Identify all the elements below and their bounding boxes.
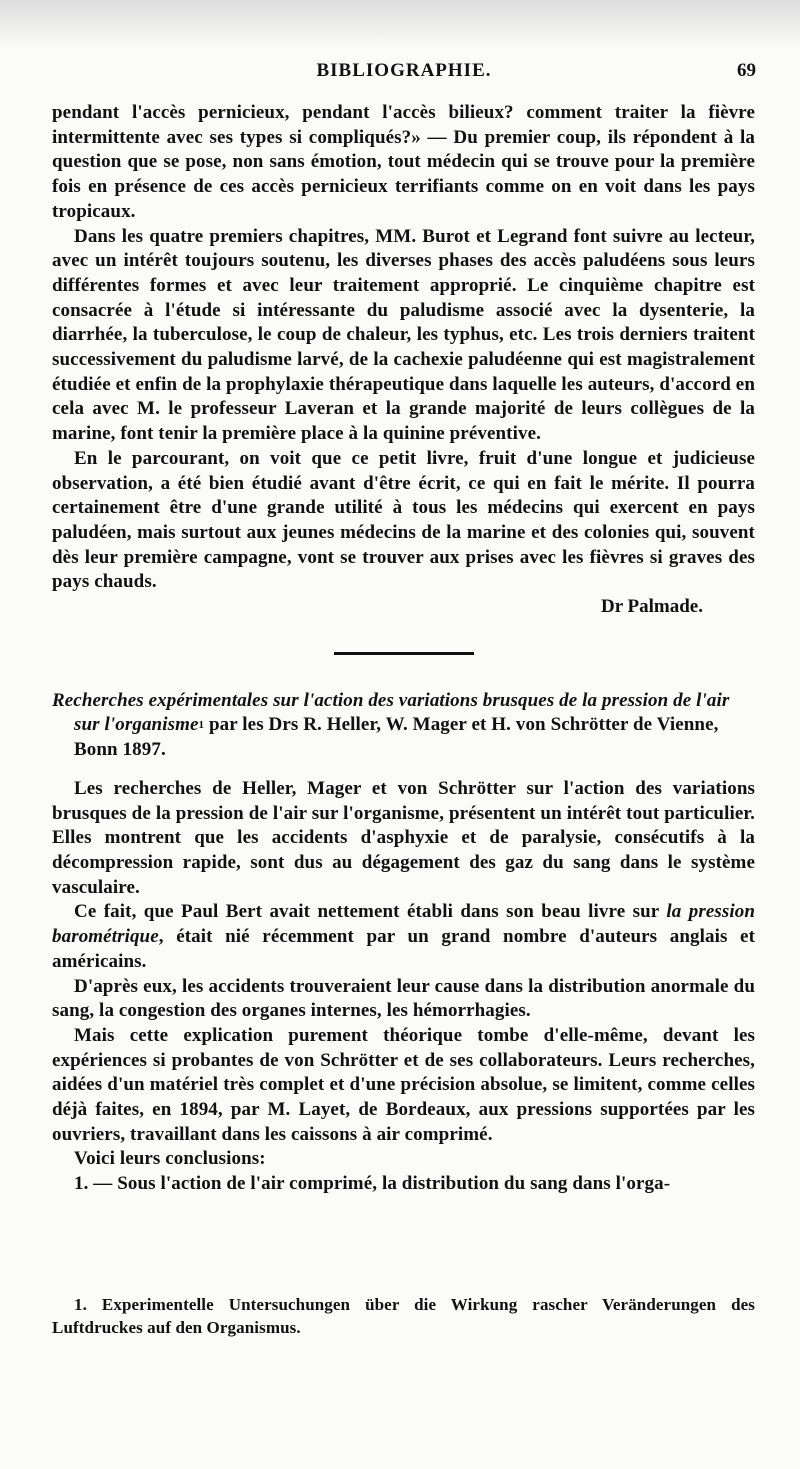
review2-paragraph-2-start: Ce fait, que Paul Bert avait nettement établi dans son beau livre sur: [74, 901, 667, 923]
page-header: [52, 60, 756, 90]
review2-title-rest: par les Drs R. Heller, W. Mager et H. von Schrötter de Vienne, Bonn 1897.: [74, 714, 719, 761]
running-title: BIBLIOGRAPHIE.: [316, 60, 492, 81]
review2-paragraph-3: D'après eux, les accidents trouveraient leur cause dans la distribution anormale du sang, la congestion des organes internes, les hémorrhagies.: [52, 975, 755, 1022]
review2-paragraph-6: 1. — Sous l'action de l'air comprimé, la distribution du sang dans l'orga-: [74, 1173, 671, 1195]
review2-title: [52, 689, 755, 763]
footnote: [52, 1293, 755, 1339]
review2-paragraph-4: Mais cette explication purement théorique tombe d'elle-même, devant les expériences si probantes de von Schrötter et de ses collaborateurs. Leurs recherches, aidées d'un matériel très complet et d'une précision absolue, se limitent, comme celles déjà faites, en 1894, par M. Layet, de Bordeaux, aux pressions supportées par les ouvriers, travaillant dans les caissons à air comprimé.: [52, 1024, 755, 1145]
review2-paragraph-1: Les recherches de Heller, Mager et von Schrötter sur l'action des variations brusques de la pression de l'air sur l'organisme, présentent un intérêt tout particulier. Elles montrent que les accidents d'asphyxie et de paralysie, consécutifs à la décompression rapide, sont dus au dégagement des gaz du sang dans le système vasculaire.: [52, 777, 755, 898]
review2-paragraph-2-end: , était nié récemment par un grand nombre d'auteurs anglais et américains.: [52, 926, 755, 972]
footnote-text: 1. Experimentelle Untersuchungen über die Wirkung rascher Veränderungen des Luftdruckes auf den Organismus.: [52, 1295, 755, 1337]
review2-book-title: la pression barométrique: [52, 901, 755, 948]
scan-shadow: [0, 0, 800, 48]
review1-paragraph-3: En le parcourant, on voit que ce petit livre, fruit d'une longue et judicieuse observation, a été bien étudié avant d'être écrit, ce qui en fait le mérite. Il pourra certainement être d'une grande utilité à tous les médecins qui exercent en pays paludéen, mais surtout aux jeunes médecins de la marine et des colonies qui, souvent dès leur première campagne, vont se trouver aux prises avec les fièvres si graves des pays chauds.: [52, 447, 755, 593]
review2-title-italic: Recherches expérimentales sur l'action des variations brusques de la pression de l'air sur l'organisme: [52, 689, 730, 736]
main-text: [52, 101, 755, 1197]
review2-paragraph-2: [52, 900, 755, 974]
review1-signature: Dr Palmade.: [600, 596, 703, 618]
footnote-marker: 1: [198, 719, 205, 732]
section-divider: [334, 652, 474, 655]
page-number: 69: [737, 60, 756, 81]
review1-paragraph-2: Dans les quatre premiers chapitres, MM. Burot et Legrand font suivre au lecteur, avec un intérêt toujours soutenu, les diverses phases des accès paludéens sous leurs différentes formes et avec leur traitement approprié. Le cinquième chapitre est consacrée à l'étude si intéressante du paludisme associé avec la dysenterie, la diarrhée, la tuberculose, le coup de chaleur, les typhus, etc. Les trois derniers traitent successivement du paludisme larvé, de la cachexie paludéenne qui est magistralement étudiée et enfin de la prophylaxie thérapeutique dans laquelle les auteurs, d'accord en cela avec M. le professeur Laveran et la grande majorité de leurs collègues de la marine, font tenir la première place à la quinine préventive.: [52, 225, 755, 445]
review1-paragraph-1: pendant l'accès pernicieux, pendant l'accès bilieux? comment traiter la fièvre intermittente avec ses types si compliqués?» — Du premier coup, ils répondent à la question que se pose, non sans émotion, tout médecin qui se trouve pour la première fois en présence de ces accès pernicieux terrifiants comme on en voit dans les pays tropicaux.: [52, 102, 755, 222]
review2-paragraph-5: Voici leurs conclusions:: [74, 1148, 266, 1170]
